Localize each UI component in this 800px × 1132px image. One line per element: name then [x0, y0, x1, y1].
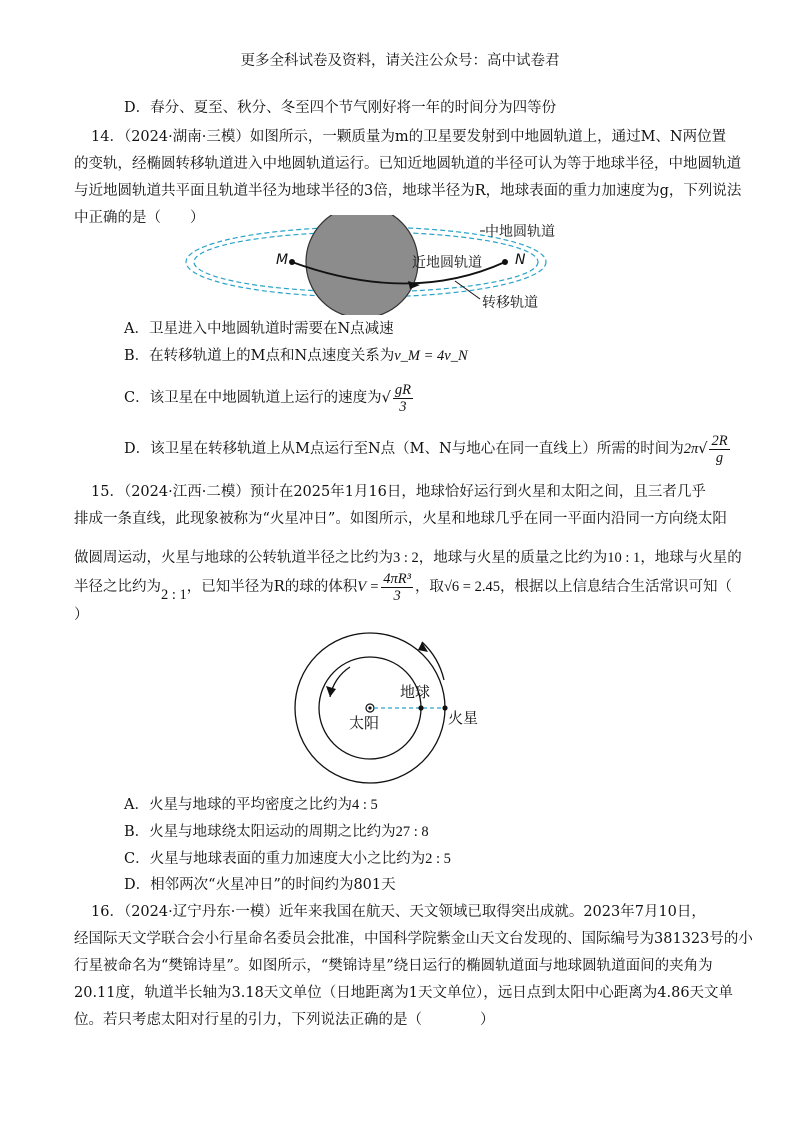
point-m: [289, 259, 295, 265]
q15-option-c-ratio: 2 : 5: [425, 851, 451, 867]
sqrt-sign-icon: √: [381, 390, 391, 406]
q14-option-d: [124, 432, 732, 466]
q15-option-b-text: B．火星与地球绕太阳运动的周期之比约为: [124, 824, 396, 840]
q14-option-c: [124, 381, 415, 415]
q15-volume-fraction: $\frac{\text{4πR³}}{3}$: [383, 570, 411, 604]
label-m: M: [276, 252, 289, 268]
q14-option-d-text: D．该卫星在转移轨道上从M点运行至N点（M、N与地心在同一直线上）所需的时间为: [124, 441, 684, 457]
q15-stem-line-3: [74, 548, 742, 568]
q16-stem-line-2: 经国际天文学联合会小行星命名委员会批准，中国科学院紫金山天文台发现的、国际编号为381323号的小: [74, 931, 753, 947]
q13-option-d: D．春分、夏至、秋分、冬至四个节气刚好将一年的时间分为四等份: [124, 100, 557, 116]
q14-option-a: A．卫星进入中地圆轨道时需要在N点减速: [124, 321, 394, 337]
label-transfer-orbit: 转移轨道: [482, 295, 538, 311]
q14-option-d-fraction: $\frac{2R}{g}$: [711, 432, 728, 466]
q15-option-a-ratio: 4 : 5: [351, 797, 378, 813]
q15-option-b-ratio: 27 : 8: [395, 824, 429, 840]
q14-option-c-fraction: $\frac{gR}{3}$: [394, 381, 411, 415]
q15-line4-text-a: 半径之比约为: [74, 579, 161, 595]
q16-stem-line-3: 行星被命名为“樊锦诗星”。如图所示，“樊锦诗星”绕日运行的椭圆轨道面与地球圆轨道面间的夹角为: [74, 958, 713, 974]
earth-arrow-icon: [326, 686, 336, 697]
q15-sqrt6: √6 = 2.45: [443, 579, 500, 595]
q16-stem-line-4: 20.11度，轨道半长轴为3.18天文单位（日地距离为1天文单位），远日点到太阳中心距离为4.86天文单: [74, 985, 734, 1001]
q15-volume-lhs: V =: [357, 579, 380, 595]
q15-stem-line-4: [74, 570, 732, 604]
sqrt-sign-icon: √: [698, 441, 708, 457]
q15-stem-line-1: 15．（2024·江西·二模）预计在2025年1月16日，地球恰好运行到火星和太阳之间，且三者几乎: [91, 484, 706, 500]
earth-sphere: [306, 215, 418, 315]
q15-line4-text-c: ，取: [414, 579, 444, 595]
q15-stem-line-5: ）: [74, 607, 89, 623]
q15-option-a-text: A．火星与地球的平均密度之比约为: [124, 797, 352, 813]
q14-stem-line-1: 14．（2024·湖南·三模）如图所示，一颗质量为m的卫星要发射到中地圆轨道上，通过M、N两位置: [91, 129, 727, 145]
label-mid-orbit: 中地圆轨道: [485, 224, 555, 240]
q15-option-b: [124, 822, 429, 842]
q15-mass-ratio: 10 : 1: [607, 550, 641, 566]
q14-option-d-coef: 2π: [683, 441, 699, 457]
q15-line3-text-c: ，地球与火星的: [640, 550, 742, 566]
q15-radius-ratio: 3 : 2: [393, 550, 419, 566]
label-mars: 火星: [448, 709, 479, 727]
mars-point: [442, 705, 447, 710]
label-sun: 太阳: [349, 714, 380, 732]
q14-option-b-formula: v_M = 4v_N: [394, 348, 468, 364]
q14-option-b-text: B．在转移轨道上的M点和N点速度关系为: [124, 348, 395, 364]
q14-option-c-text: C．该卫星在中地圆轨道上运行的速度为: [124, 390, 382, 406]
q15-option-c: [124, 849, 451, 869]
q15-planet-radius-ratio: 2 : 1: [161, 587, 187, 603]
label-earth: 地球: [400, 683, 431, 701]
transfer-leader-line: [455, 281, 480, 299]
sun-center: [368, 706, 371, 709]
page-header: 更多全科试卷及资料，请关注公众号：高中试卷君: [240, 53, 560, 69]
q14-stem-line-4: 中正确的是（ ）: [74, 210, 205, 226]
q15-option-c-text: C．火星与地球表面的重力加速度大小之比约为: [124, 851, 426, 867]
q15-line3-text-a: 做圆周运动，火星与地球的公转轨道半径之比约为: [74, 550, 393, 566]
q14-option-b: [124, 346, 468, 366]
q15-line3-text-b: ，地球与火星的质量之比约为: [418, 550, 608, 566]
q16-stem-line-1: 16．（2024·辽宁丹东·一模）近年来我国在航天、天文领域已取得突出成就。2023年7月10日，: [91, 904, 706, 920]
point-n: [502, 259, 508, 265]
label-near-orbit: 近地圆轨道: [412, 255, 482, 271]
earth-point: [418, 705, 423, 710]
q16-stem-line-5: 位。若只考虑太阳对行星的引力，下列说法正确的是（ ）: [74, 1012, 495, 1028]
label-n: N: [515, 252, 526, 268]
q15-line4-text-b: ，已知半径为R的球的体积: [186, 579, 358, 595]
q15-option-d: D．相邻两次“火星冲日”的时间约为801天: [124, 877, 396, 893]
q15-line4-text-d: ，根据以上信息结合生活常识可知（: [499, 579, 732, 595]
q15-option-a: [124, 795, 378, 815]
q14-stem-line-3: 与近地圆轨道共平面且轨道半径为地球半径的3倍，地球半径为R，地球表面的重力加速度为g，下列说法: [74, 183, 742, 199]
q15-stem-line-2: 排成一条直线，此现象被称为“火星冲日”。如图所示，火星和地球几乎在同一平面内沿同一方向绕太阳: [74, 511, 727, 527]
q14-stem-line-2: 的变轨，经椭圆转移轨道进入中地圆轨道运行。已知近地圆轨道的半径可认为等于地球半径，中地圆轨道: [74, 156, 741, 172]
